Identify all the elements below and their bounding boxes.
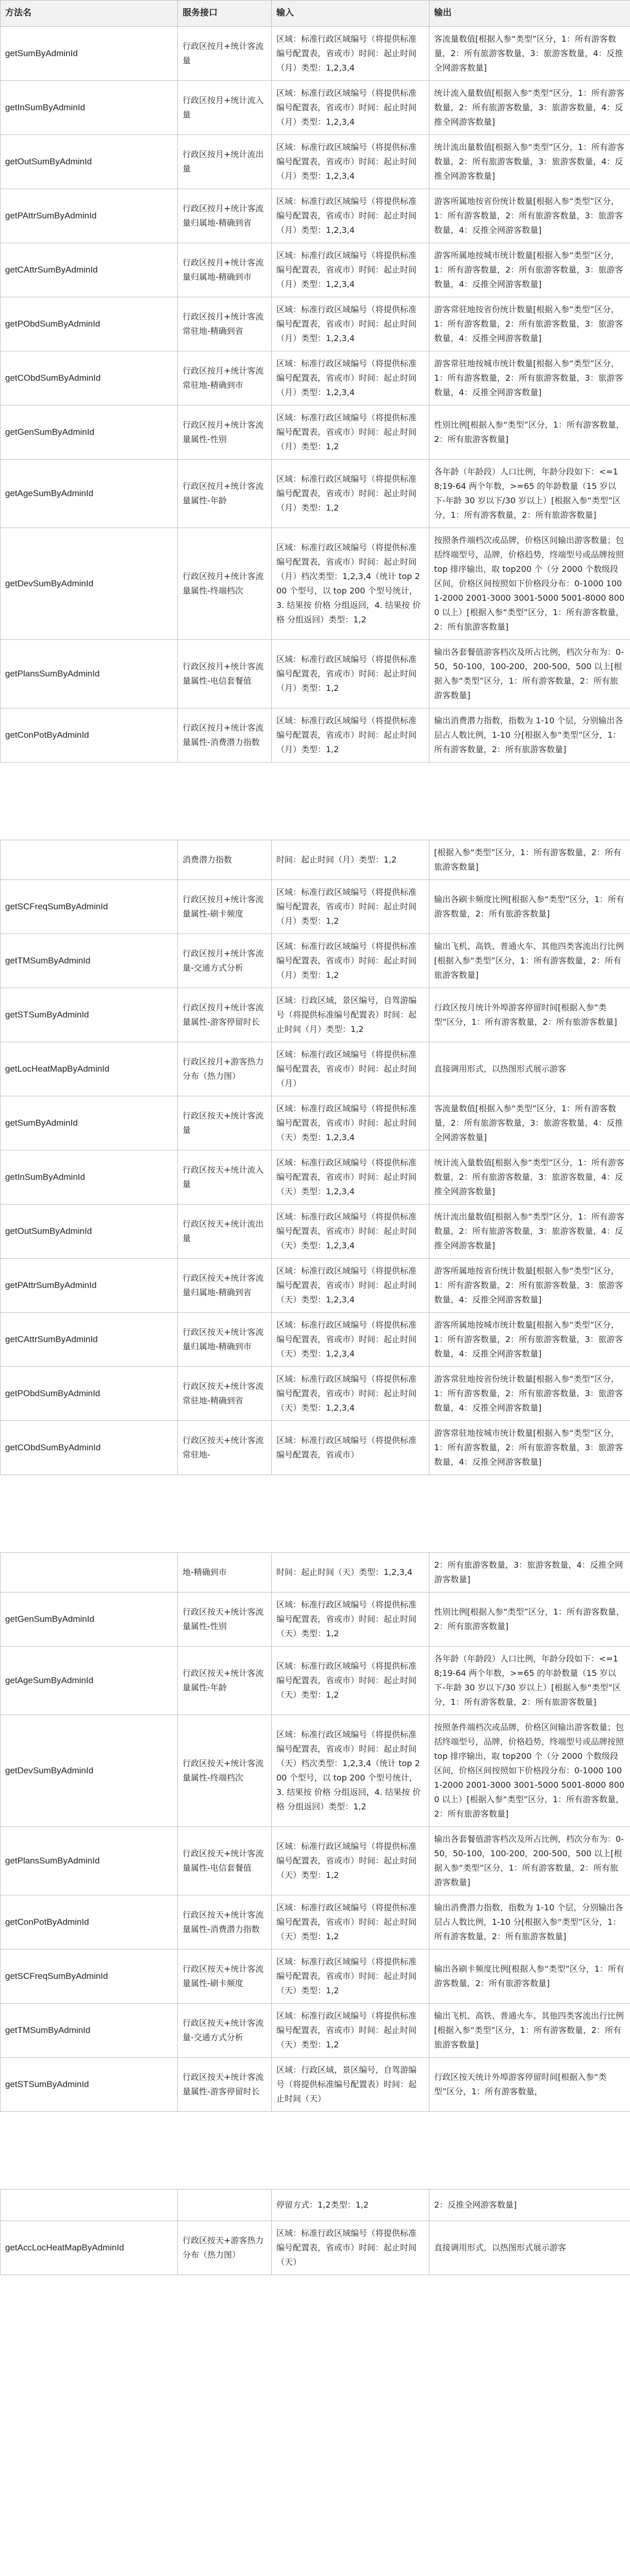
table-row <box>1 934 630 988</box>
output-cell: 输出各套餐值游客档次及所占比例，档次分布为：0-50，50-100，100-200，200-500，500 以上[根据入参“类型”区分，1：所有游客数量，2：所有旅游客数量] <box>429 1826 630 1895</box>
input-cell: 区域：行政区域，景区编号，自驾游编号（将提供标准编号配置表）时间：起止时间（月）类型：1,2 <box>272 988 429 1042</box>
service-cell: 行政区按月+统计客流量属性-电信套餐值 <box>178 639 272 708</box>
output-cell: 客流量数值[根据入参“类型”区分，1：所有游客数量，2：所有旅游客数量，3：旅游客数量，4：反推全网游客数量] <box>429 1096 630 1150</box>
input-cell: 时间：起止时间（月）类型：1,2 <box>272 840 429 879</box>
output-cell: 各年龄（年龄段）人口比例，年龄分段如下：<=18;19-64 两个年数，>=65 的年龄数量（15 岁以下-年龄 30 岁以下/30 岁以上）[根据入参“类型”区分，1：所有游客数量，2：所有旅游客数量] <box>429 1646 630 1715</box>
method-cell: getCObdSumByAdminId <box>1 351 178 405</box>
table-row <box>1 26 630 80</box>
method-cell: getPObdSumByAdminId <box>1 1366 178 1420</box>
output-cell: 行政区按月统计外埠游客停留时间[根据入参“类型”区分，1：所有游客数量，2：所有旅游客数量] <box>429 988 630 1042</box>
table-section-monthly <box>1 26 630 762</box>
service-cell: 消费潜力指数 <box>178 840 272 879</box>
service-cell: 行政区按月+统计客流量属性-年龄 <box>178 459 272 528</box>
service-cell: 地-精确到市 <box>178 1552 272 1592</box>
method-cell: getCAttrSumByAdminId <box>1 243 178 297</box>
service-cell: 行政区按月+统计客流量属性-性别 <box>178 405 272 459</box>
service-cell: 行政区按天+统计客流量属性-消费潜力指数 <box>178 1895 272 1949</box>
method-cell: getConPotByAdminId <box>1 1895 178 1949</box>
input-cell: 停留方式：1,2类型：1,2 <box>272 2189 429 2221</box>
input-cell: 区域：标准行政区域编号（将提供标准编号配置表，省或市）时间：起止时间（月）类型：1,2 <box>272 934 429 988</box>
table-row <box>1 1949 630 2003</box>
output-cell: 统计流出量数值[根据入参“类型”区分，1：所有游客数量，2：所有旅游客数量，3：旅游客数量，4：反推全网游客数量] <box>429 134 630 189</box>
input-cell: 区域：标准行政区域编号（将提供标准编号配置表，省或市）时间：起止时间（月）类型：1,2 <box>272 708 429 762</box>
input-cell: 区域：标准行政区域编号（将提供标准编号配置表，省或市）时间：起止时间（月）类型：1,2 <box>272 639 429 708</box>
output-cell: 游客常驻地按城市统计数量[根据入参“类型”区分，1：所有游客数量，2：所有旅游客数量，3：旅游客数量，4：反推全网游客数量] <box>429 351 630 405</box>
service-cell: 行政区按月+统计客流量归属地-精确到省 <box>178 189 272 243</box>
method-cell: getSTSumByAdminId <box>1 988 178 1042</box>
table-row <box>1 405 630 459</box>
output-cell: 输出各刷卡频度比例[根据入参“类型”区分，1：所有游客数量，2：所有旅游客数量] <box>429 1949 630 2003</box>
input-cell: 区域：标准行政区域编号（将提供标准编号配置表，省或市）时间：起止时间（月）类型：1,2 <box>272 879 429 934</box>
input-cell: 区域：标准行政区域编号（将提供标准编号配置表，省或市）时间：起止时间（月）类型：1,2,3,4 <box>272 26 429 80</box>
table-row <box>1 988 630 1042</box>
service-cell: 行政区按天+统计流出量 <box>178 1204 272 1258</box>
output-cell: 游客所属地按城市统计数量[根据入参“类型”区分，1：所有游客数量，2：所有旅游客数量，3：旅游客数量，4：反推全网游客数量] <box>429 243 630 297</box>
input-cell: 区域：标准行政区域编号（将提供标准编号配置表，省或市）时间：起止时间（天）类型：1,2,3,4 <box>272 1258 429 1312</box>
output-cell: 统计流入量数值[根据入参“类型”区分，1：所有游客数量，2：所有旅游客数量，3：旅游客数量，4：反推全网游客数量] <box>429 80 630 134</box>
service-cell: 行政区按天+统计客流常驻地- <box>178 1420 272 1475</box>
input-cell: 区域：标准行政区域编号（将提供标准编号配置表，省或市）时间：起止时间（天）类型：1,2 <box>272 1895 429 1949</box>
input-cell: 区域：标准行政区域编号（将提供标准编号配置表，省或市）时间：起止时间（天） <box>272 2221 429 2275</box>
table-row <box>1 1042 630 1096</box>
table-row <box>1 1096 630 1150</box>
header-input: 输入 <box>272 1 429 27</box>
method-cell: getPAttrSumByAdminId <box>1 189 178 243</box>
output-cell: 各年龄（年龄段）人口比例，年龄分段如下：<=18;19-64 两个年数，>=65 的年龄数量（15 岁以下-年龄 30 岁以下/30 岁以上）[根据入参“类型”区分，1：所有游客数量，2：所有旅游客数量] <box>429 459 630 528</box>
table-row <box>1 1420 630 1475</box>
method-cell: getCObdSumByAdminId <box>1 1420 178 1475</box>
input-cell: 区域：标准行政区域编号（将提供标准编号配置表，省或市）时间：起止时间（月）类型：1,2,3,4 <box>272 80 429 134</box>
api-spec-table-cont-1 <box>0 840 630 1475</box>
method-cell: getOutSumByAdminId <box>1 1204 178 1258</box>
service-cell: 行政区按月+统计客流量属性-刷卡频度 <box>178 879 272 934</box>
input-cell: 区域：标准行政区域编号（将提供标准编号配置表，省或市）时间：起止时间（天）类型：1,2 <box>272 2003 429 2057</box>
input-cell: 区域：标准行政区域编号（将提供标准编号配置表，省或市）时间：起止时间（月）类型：1,2,3,4 <box>272 134 429 189</box>
method-cell: getTMSumByAdminId <box>1 2003 178 2057</box>
table-row <box>1 1150 630 1204</box>
service-cell: 行政区按月+统计客流量属性-消费潜力指数 <box>178 708 272 762</box>
table-row <box>1 351 630 405</box>
method-cell: getAgeSumByAdminId <box>1 459 178 528</box>
input-cell: 区域：标准行政区域编号（将提供标准编号配置表，省或市）时间：起止时间（天）类型：1,2,3,4 <box>272 1366 429 1420</box>
table-row <box>1 1895 630 1949</box>
method-cell: getDevSumByAdminId <box>1 1715 178 1826</box>
table-row <box>1 189 630 243</box>
service-cell: 行政区按月+统计流入量 <box>178 80 272 134</box>
table-row <box>1 2057 630 2111</box>
output-cell: 输出飞机、高铁、普通火车、其他四类客流出行比例[根据入参“类型”区分，1：所有游客数量，2：所有旅游客数量] <box>429 934 630 988</box>
api-spec-table-cont-3 <box>0 2189 630 2275</box>
service-cell: 行政区按月+统计客流量属性-终端档次 <box>178 528 272 639</box>
output-cell: 性别比例[根据入参“类型”区分，1：所有游客数量，2：所有旅游客数量] <box>429 1592 630 1646</box>
method-cell: getGenSumByAdminId <box>1 1592 178 1646</box>
service-cell: 行政区按天+统计客流常驻地-精确到省 <box>178 1366 272 1420</box>
service-cell: 行政区按天+统计客流量属性-终端档次 <box>178 1715 272 1826</box>
method-cell: getAccLocHeatMapByAdminId <box>1 2221 178 2275</box>
output-cell: 按照条件端档次或品牌，价格区间输出游客数量；包括终端型号，品牌，价格趋势，终端型号或品牌按照 top 排序输出，取 top200 个（分 2000 个数级段区间，价格区间按照如下价格段分布：0-1000 1001-2000 2001-3000 3001-5000 5001-8000 8000 以上）[根据入参“类型”区分，1：所有游客数量，2：所有旅游客数量] <box>429 1715 630 1826</box>
page-gap <box>0 1475 630 1552</box>
method-cell: getCAttrSumByAdminId <box>1 1312 178 1366</box>
service-cell: 行政区按月+统计客流量-交通方式分析 <box>178 934 272 988</box>
header-service: 服务接口 <box>178 1 272 27</box>
table-row <box>1 708 630 762</box>
table-row <box>1 243 630 297</box>
table-row <box>1 1204 630 1258</box>
service-cell: 行政区按月+统计客流常驻地-精确到省 <box>178 297 272 351</box>
output-cell: 游客所属地按省份统计数量[根据入参“类型”区分，1：所有游客数量，2：所有旅游客数量，3：旅游客数量，4：反推全网游客数量] <box>429 189 630 243</box>
method-cell: getSCFreqSumByAdminId <box>1 879 178 934</box>
method-cell: getSCFreqSumByAdminId <box>1 1949 178 2003</box>
input-cell: 区域：标准行政区域编号（将提供标准编号配置表，省或市）时间：起止时间（月）类型：1,2 <box>272 405 429 459</box>
output-cell: 游客所属地按城市统计数量[根据入参“类型”区分，1：所有游客数量，2：所有旅游客数量，3：旅游客数量，4：反推全网游客数量] <box>429 1312 630 1366</box>
table-row <box>1 2189 630 2221</box>
service-cell: 行政区按月+统计客流量 <box>178 26 272 80</box>
output-cell: 性别比例[根据入参“类型”区分，1：所有游客数量，2：所有旅游客数量] <box>429 405 630 459</box>
table-row <box>1 1646 630 1715</box>
service-cell: 行政区按天+统计客流量归属地-精确到市 <box>178 1312 272 1366</box>
output-cell: 直接调用形式，以热图形式展示游客 <box>429 1042 630 1096</box>
service-cell: 行政区按天+统计客流量-交通方式分析 <box>178 2003 272 2057</box>
input-cell: 区域：标准行政区域编号（将提供标准编号配置表，省或市）时间：起止时间（天）类型：1,2 <box>272 1592 429 1646</box>
output-cell: 游客常驻地按省份统计数量[根据入参“类型”区分，1：所有游客数量，2：所有旅游客数量，3：旅游客数量，4：反推全网游客数量] <box>429 297 630 351</box>
output-cell: 2：反推全网游客数量] <box>429 2189 630 2221</box>
method-cell: getGenSumByAdminId <box>1 405 178 459</box>
page-gap <box>0 762 630 840</box>
method-cell: getConPotByAdminId <box>1 708 178 762</box>
service-cell: 行政区按天+统计客流量属性-电信套餐值 <box>178 1826 272 1895</box>
page-gap <box>0 2112 630 2189</box>
table-row <box>1 2221 630 2275</box>
table-row <box>1 840 630 879</box>
method-cell: getDevSumByAdminId <box>1 528 178 639</box>
table-row <box>1 297 630 351</box>
output-cell: [根据入参“类型”区分，1：所有游客数量，2：所有旅游客数量] <box>429 840 630 879</box>
table-header-row <box>1 1 630 27</box>
method-cell <box>1 1552 178 1592</box>
method-cell <box>1 840 178 879</box>
service-cell: 行政区按月+统计客流量属性-游客停留时长 <box>178 988 272 1042</box>
table-section-daily-cont <box>1 2189 630 2275</box>
table-row <box>1 528 630 639</box>
table-row <box>1 459 630 528</box>
service-cell <box>178 2189 272 2221</box>
input-cell: 区域：标准行政区域编号（将提供标准编号配置表，省或市）时间：起止时间（天）类型：1,2 <box>272 1826 429 1895</box>
method-cell: getLocHeatMapByAdminId <box>1 1042 178 1096</box>
method-cell: getPlansSumByAdminId <box>1 1826 178 1895</box>
service-cell: 行政区按月+统计客流量归属地-精确到市 <box>178 243 272 297</box>
service-cell: 行政区按天+游客热力分布（热力图） <box>178 2221 272 2275</box>
service-cell: 行政区按月+游客热力分布（热力图） <box>178 1042 272 1096</box>
input-cell: 区域：标准行政区域编号（将提供标准编号配置表，省或市）时间：起止时间（月）类型：1,2 <box>272 459 429 528</box>
output-cell: 客流量数值[根据入参“类型”区分，1：所有游客数量，2：所有旅游客数量，3：旅游客数量，4：反推全网游客数量] <box>429 26 630 80</box>
output-cell: 输出消费潜力指数，指数为 1-10 个层，分别输出各层占人数比例，1-10 分[根据入参“类型”区分，1：所有游客数量，2：所有旅游客数量] <box>429 1895 630 1949</box>
method-cell: getTMSumByAdminId <box>1 934 178 988</box>
input-cell: 区域：标准行政区域编号（将提供标准编号配置表，省或市）时间：起止时间（月） <box>272 1042 429 1096</box>
input-cell: 区域：标准行政区域编号（将提供标准编号配置表，省或市） <box>272 1420 429 1475</box>
method-cell: getSumByAdminId <box>1 1096 178 1150</box>
method-cell: getInSumByAdminId <box>1 80 178 134</box>
output-cell: 游客所属地按省份统计数量[根据入参“类型”区分，1：所有游客数量，2：所有旅游客数量，3：旅游客数量，4：反推全网游客数量] <box>429 1258 630 1312</box>
table-row <box>1 1552 630 1592</box>
input-cell: 区域：标准行政区域编号（将提供标准编号配置表，省或市）时间：起止时间（月）类型：1,2,3,4 <box>272 243 429 297</box>
output-cell: 输出消费潜力指数，指数为 1-10 个层，分别输出各层占人数比例，1-10 分[根据入参“类型”区分，1：所有游客数量，2：所有旅游客数量] <box>429 708 630 762</box>
method-cell: getPAttrSumByAdminId <box>1 1258 178 1312</box>
method-cell: getAgeSumByAdminId <box>1 1646 178 1715</box>
output-cell: 统计流入量数值[根据入参“类型”区分，1：所有游客数量，2：所有旅游客数量，3：旅游客数量，4：反推全网游客数量] <box>429 1150 630 1204</box>
output-cell: 游客常驻地按城市统计数量[根据入参“类型”区分，1：所有游客数量，2：所有旅游客数量，3：旅游客数量，4：反推全网游客数量] <box>429 1420 630 1475</box>
service-cell: 行政区按天+统计流入量 <box>178 1150 272 1204</box>
method-cell: getSTSumByAdminId <box>1 2057 178 2111</box>
service-cell: 行政区按天+统计客流量属性-年龄 <box>178 1646 272 1715</box>
input-cell: 区域：标准行政区域编号（将提供标准编号配置表，省或市）时间：起止时间（天）类型：1,2,3,4 <box>272 1312 429 1366</box>
input-cell: 区域：标准行政区域编号（将提供标准编号配置表，省或市）时间：起止时间（天）档次类型：1,2,3,4（统计 top 200 个型号，以 top 200 个型号统计，3. 结果按 价格 分组返回，4. 结果按 价格 分组返回）类型：1,2 <box>272 1715 429 1826</box>
output-cell: 输出飞机、高铁、普通火车、其他四类客流出行比例[根据入参“类型”区分，1：所有游客数量，2：所有旅游客数量] <box>429 2003 630 2057</box>
api-spec-table <box>0 0 630 762</box>
method-cell: getPObdSumByAdminId <box>1 297 178 351</box>
method-cell: getSumByAdminId <box>1 26 178 80</box>
service-cell: 行政区按天+统计客流量 <box>178 1096 272 1150</box>
header-method: 方法名 <box>1 1 178 27</box>
output-cell: 输出各套餐值游客档次及所占比例，档次分布为：0-50，50-100，100-200，200-500，500 以上[根据入参“类型”区分，1：所有游客数量，2：所有旅游客数量] <box>429 639 630 708</box>
service-cell: 行政区按天+统计客流量属性-游客停留时长 <box>178 2057 272 2111</box>
input-cell: 区域：行政区域，景区编号，自驾游编号（将提供标准编号配置表）时间：起止时间（天） <box>272 2057 429 2111</box>
method-cell: getPlansSumByAdminId <box>1 639 178 708</box>
table-section-daily <box>1 1552 630 2111</box>
input-cell: 区域：标准行政区域编号（将提供标准编号配置表，省或市）时间：起止时间（月）类型：1,2,3,4 <box>272 297 429 351</box>
output-cell: 直接调用形式，以热图形式展示游客 <box>429 2221 630 2275</box>
table-row <box>1 1715 630 1826</box>
input-cell: 区域：标准行政区域编号（将提供标准编号配置表，省或市）时间：起止时间（月）档次类型：1,2,3,4（统计 top 200 个型号，以 top 200 个型号统计，3. 结果按 价格 分组返回，4. 结果按 价格 分组返回）类型：1,2 <box>272 528 429 639</box>
input-cell: 区域：标准行政区域编号（将提供标准编号配置表，省或市）时间：起止时间（天）类型：1,2,3,4 <box>272 1150 429 1204</box>
input-cell: 区域：标准行政区域编号（将提供标准编号配置表，省或市）时间：起止时间（天）类型：1,2 <box>272 1646 429 1715</box>
header-output: 输出 <box>429 1 630 27</box>
table-row <box>1 1592 630 1646</box>
method-cell <box>1 2189 178 2221</box>
table-row <box>1 1826 630 1895</box>
table-row <box>1 80 630 134</box>
output-cell: 游客常驻地按省份统计数量[根据入参“类型”区分，1：所有游客数量，2：所有旅游客数量，3：旅游客数量，4：反推全网游客数量] <box>429 1366 630 1420</box>
service-cell: 行政区按天+统计客流量属性-性别 <box>178 1592 272 1646</box>
input-cell: 区域：标准行政区域编号（将提供标准编号配置表，省或市）时间：起止时间（月）类型：1,2,3,4 <box>272 189 429 243</box>
service-cell: 行政区按月+统计客流常驻地-精确到市 <box>178 351 272 405</box>
table-row <box>1 134 630 189</box>
input-cell: 区域：标准行政区域编号（将提供标准编号配置表，省或市）时间：起止时间（天）类型：1,2 <box>272 1949 429 2003</box>
output-cell: 行政区按天统计外埠游客停留时间[根据入参“类型”区分，1：所有游客数量， <box>429 2057 630 2111</box>
output-cell: 输出各刷卡频度比例[根据入参“类型”区分，1：所有游客数量，2：所有旅游客数量] <box>429 879 630 934</box>
table-row <box>1 2003 630 2057</box>
table-row <box>1 1366 630 1420</box>
output-cell: 按照条件端档次或品牌，价格区间输出游客数量；包括终端型号，品牌，价格趋势，终端型号或品牌按照 top 排序输出，取 top200 个（分 2000 个数级段区间，价格区间按照如下价格段分布：0-1000 1001-2000 2001-3000 3001-5000 5001-8000 8000 以上）[根据入参“类型”区分，1：所有游客数量，2：所有旅游客数量] <box>429 528 630 639</box>
table-section-monthly-cont <box>1 840 630 1475</box>
service-cell: 行政区按月+统计流出量 <box>178 134 272 189</box>
table-row <box>1 639 630 708</box>
table-row <box>1 1312 630 1366</box>
input-cell: 区域：标准行政区域编号（将提供标准编号配置表，省或市）时间：起止时间（天）类型：1,2,3,4 <box>272 1096 429 1150</box>
method-cell: getOutSumByAdminId <box>1 134 178 189</box>
service-cell: 行政区按天+统计客流量属性-刷卡频度 <box>178 1949 272 2003</box>
service-cell: 行政区按天+统计客流量归属地-精确到省 <box>178 1258 272 1312</box>
table-row <box>1 1258 630 1312</box>
table-row <box>1 879 630 934</box>
input-cell: 时间：起止时间（天）类型：1,2,3,4 <box>272 1552 429 1592</box>
method-cell: getInSumByAdminId <box>1 1150 178 1204</box>
input-cell: 区域：标准行政区域编号（将提供标准编号配置表，省或市）时间：起止时间（月）类型：1,2,3,4 <box>272 351 429 405</box>
output-cell: 统计流出量数值[根据入参“类型”区分，1：所有游客数量，2：所有旅游客数量，3：旅游客数量，4：反推全网游客数量] <box>429 1204 630 1258</box>
api-spec-table-cont-2 <box>0 1552 630 2112</box>
input-cell: 区域：标准行政区域编号（将提供标准编号配置表，省或市）时间：起止时间（天）类型：1,2,3,4 <box>272 1204 429 1258</box>
output-cell: 2：所有旅游客数量，3：旅游客数量，4：反推全网游客数量] <box>429 1552 630 1592</box>
